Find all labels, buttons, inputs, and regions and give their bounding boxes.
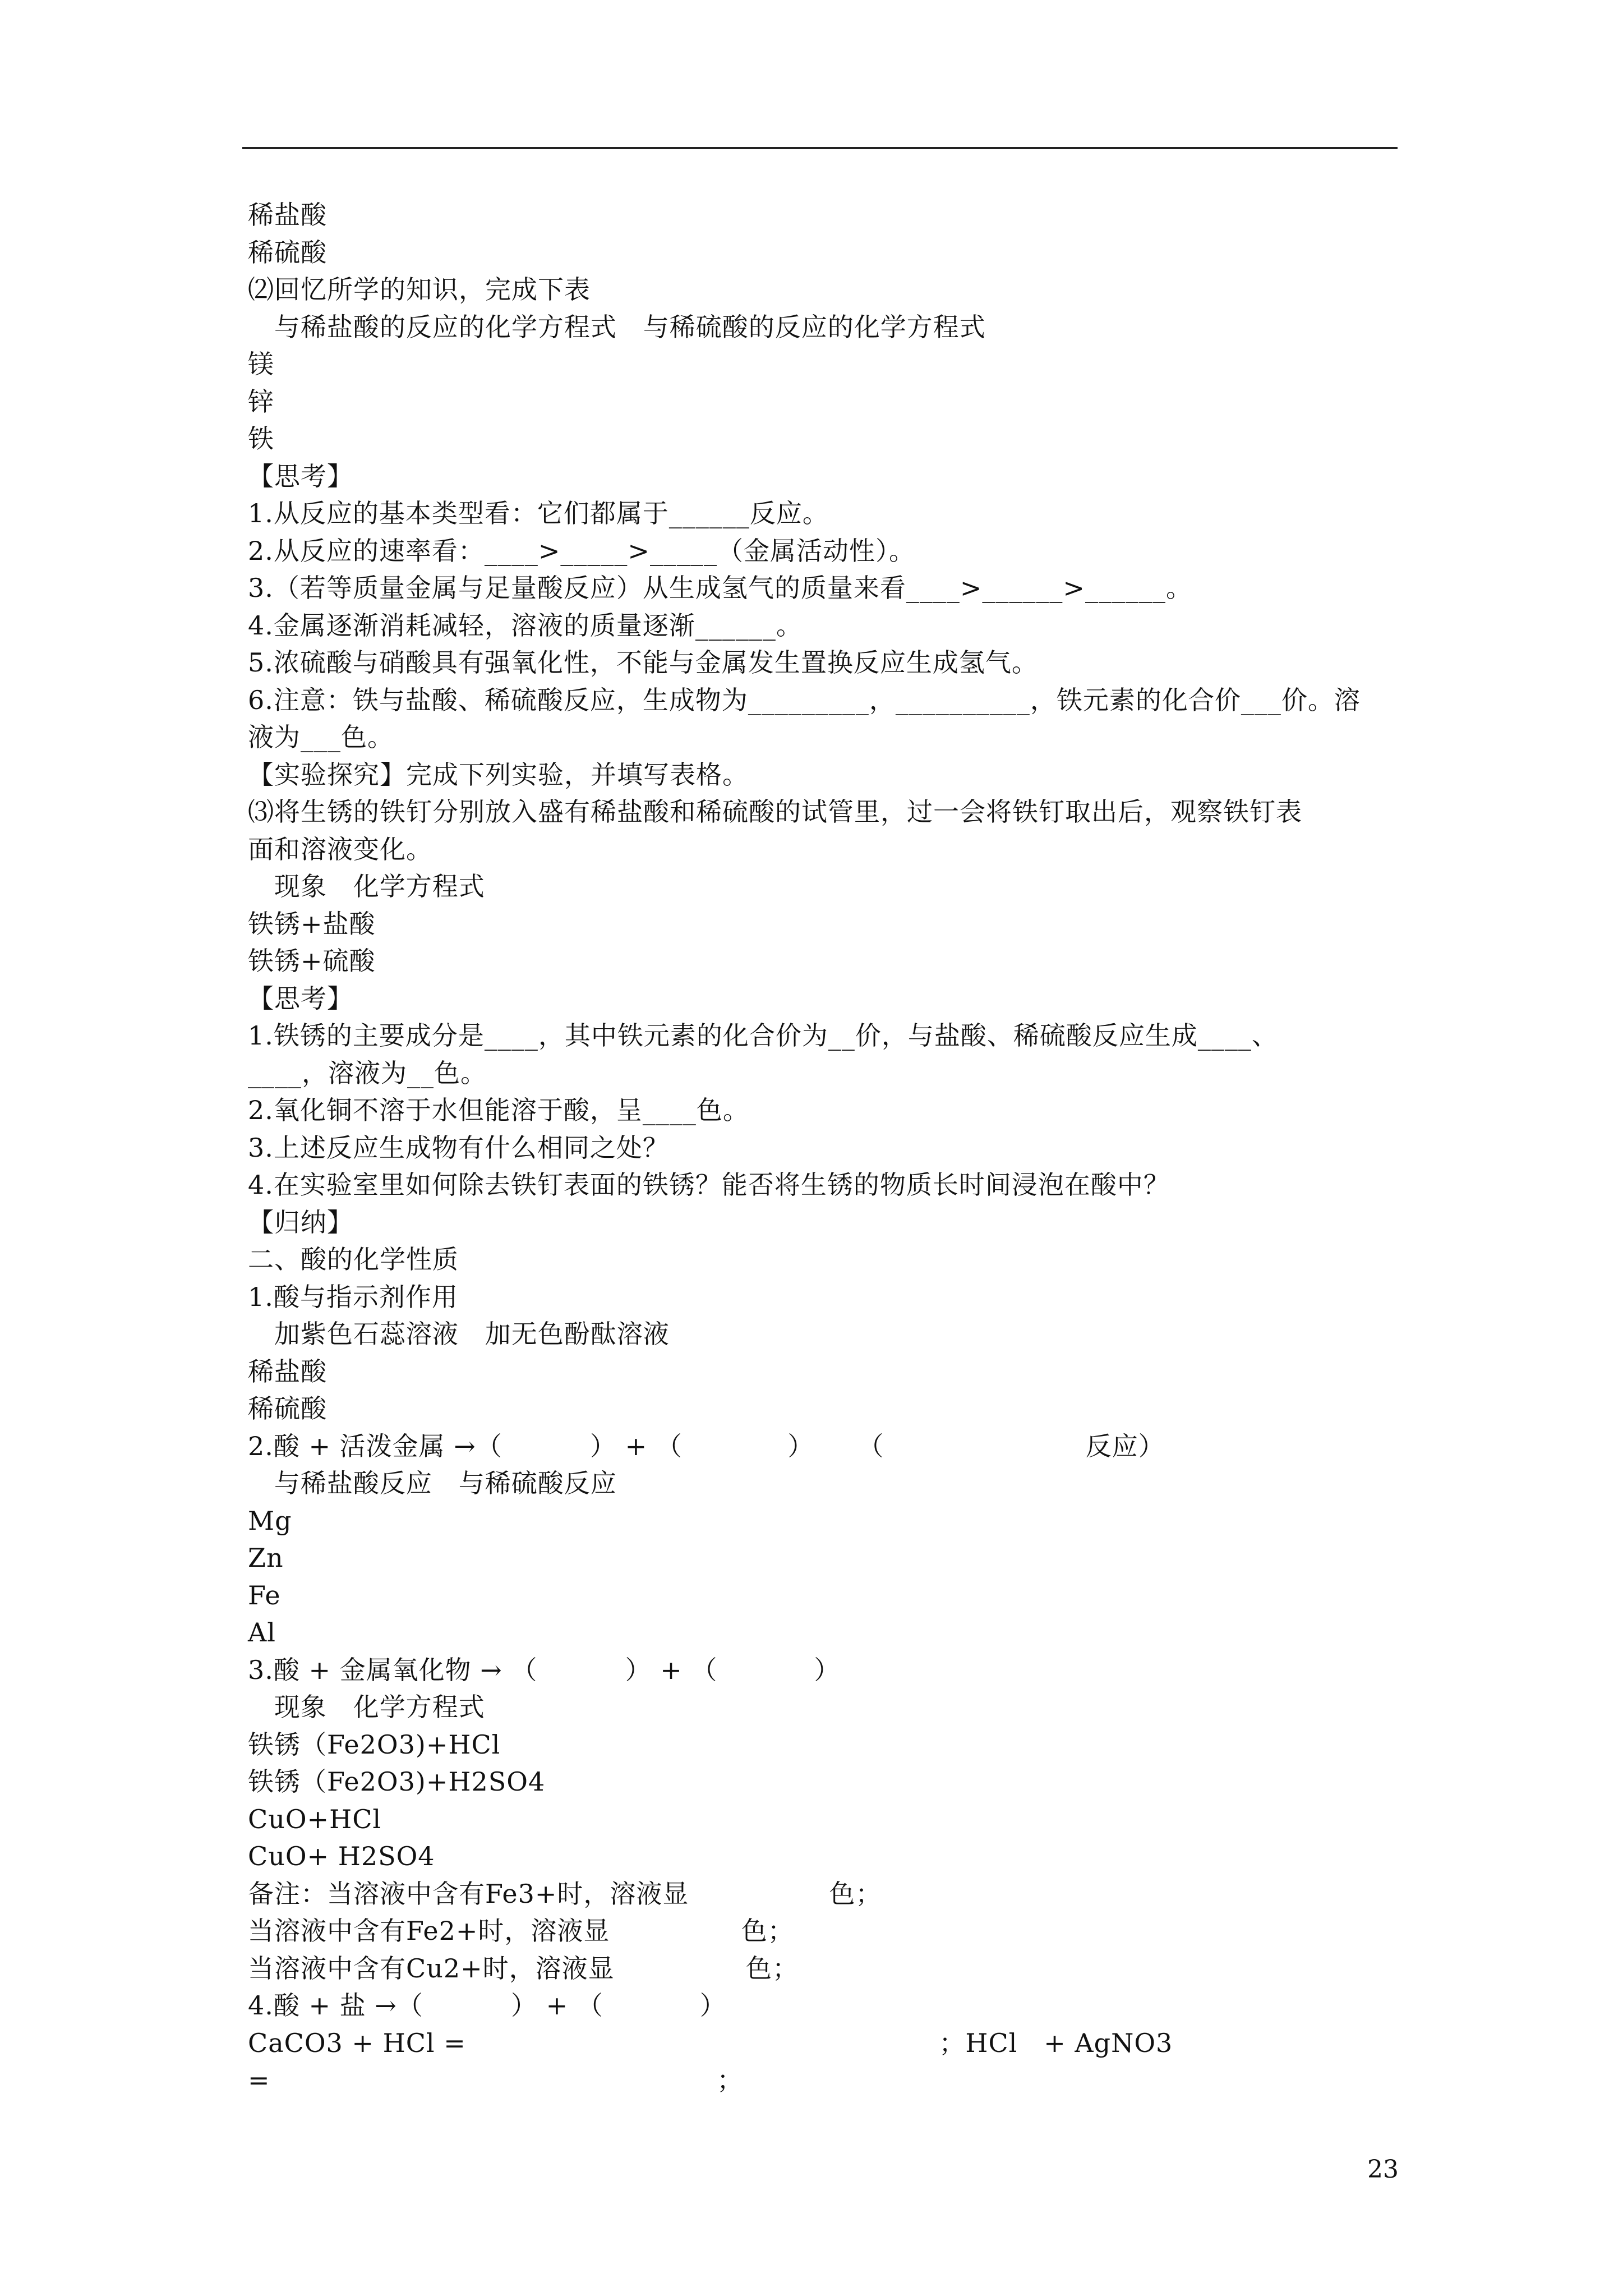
text-line: 面和溶液变化。 [248, 834, 432, 864]
document-body [248, 196, 1403, 2099]
table-row-label: Mg [248, 1505, 292, 1536]
question-item-continued: ____，溶液为__色。 [248, 1057, 487, 1088]
text-line: 3.酸 + 金属氧化物 → （ ） + （ ） [248, 1654, 841, 1685]
text-line: 稀硫酸 [248, 237, 327, 268]
table-row-label: CuO+HCl [248, 1803, 382, 1834]
table-row-label: Al [248, 1617, 276, 1648]
text-line: 4.酸 + 盐 →（ ） + （ ） [248, 1990, 726, 2021]
question-item: 2.从反应的速率看：____>_____>_____（金属活动性）。 [248, 535, 915, 566]
question-item-continued: 液为___色。 [248, 722, 394, 752]
text-line: ⑶将生锈的铁钉分别放入盛有稀盐酸和稀硫酸的试管里，过一会将铁钉取出后，观察铁钉表 [248, 797, 1302, 827]
section-heading: 【归纳】 [248, 1207, 353, 1237]
table-row-label: 锌 [248, 386, 274, 417]
question-item: 3.上述反应生成物有什么相同之处？ [248, 1132, 669, 1163]
question-item: 1.从反应的基本类型看：它们都属于______反应。 [248, 498, 829, 528]
page-number: 23 [1367, 2155, 1399, 2184]
table-row-label: 铁锈+盐酸 [248, 908, 376, 939]
table-row-label: 铁 [248, 424, 274, 454]
table-header-line: 与稀盐酸反应 与稀硫酸反应 [248, 1468, 617, 1498]
section-heading: 【实验探究】完成下列实验，并填写表格。 [248, 759, 749, 790]
equation-line: = ； [248, 2065, 744, 2095]
table-row-label: 稀盐酸 [248, 1356, 327, 1387]
question-item: 5.浓硫酸与硝酸具有强氧化性，不能与金属发生置换反应生成氢气。 [248, 647, 1038, 678]
section-heading: 【思考】 [248, 461, 353, 491]
equation-line: CaCO3 + HCl = ；HCl + AgNO3 [248, 2027, 1173, 2058]
text-line: 2.酸 + 活泼金属 →（ ） + （ ） （ 反应） [248, 1430, 1165, 1461]
table-row-label: 铁锈+硫酸 [248, 946, 376, 976]
table-header-line: 现象 化学方程式 [248, 1692, 485, 1722]
question-item: 4.在实验室里如何除去铁钉表面的铁锈？能否将生锈的物质长时间浸泡在酸中？ [248, 1170, 1170, 1200]
note-line: 当溶液中含有Fe2+时，溶液显 色； [248, 1916, 794, 1946]
text-line: 二、酸的化学性质 [248, 1244, 459, 1274]
note-line: 当溶液中含有Cu2+时，溶液显 色； [248, 1953, 799, 1984]
table-row-label: 铁锈（Fe2O3)+H2SO4 [248, 1766, 546, 1797]
table-row-label: 镁 [248, 349, 274, 379]
table-row-label: 铁锈（Fe2O3)+HCl [248, 1729, 501, 1760]
text-line: 稀盐酸 [248, 200, 327, 230]
header-rule [242, 147, 1398, 149]
question-item: 1.铁锈的主要成分是____，其中铁元素的化合价为__价，与盐酸、稀硫酸反应生成____、 [248, 1020, 1278, 1051]
question-item: 2.氧化铜不溶于水但能溶于酸，呈____色。 [248, 1095, 749, 1125]
table-header-line: 加紫色石蕊溶液 加无色酚酞溶液 [248, 1319, 670, 1349]
table-header-line: 与稀盐酸的反应的化学方程式 与稀硫酸的反应的化学方程式 [248, 311, 986, 342]
table-row-label: Zn [248, 1543, 284, 1573]
table-row-label: CuO+ H2SO4 [248, 1841, 435, 1871]
note-line: 备注：当溶液中含有Fe3+时，溶液显 色； [248, 1878, 882, 1909]
table-row-label: Fe [248, 1580, 281, 1611]
question-item: 6.注意：铁与盐酸、稀硫酸反应，生成物为_________，__________，铁元素的化合价___价。溶 [248, 684, 1361, 715]
question-item: 4.金属逐渐消耗减轻，溶液的质量逐渐______。 [248, 610, 803, 641]
text-line: 1.酸与指示剂作用 [248, 1281, 458, 1312]
question-item: 3.（若等质量金属与足量酸反应）从生成氢气的质量来看____>______>______。 [248, 573, 1192, 603]
table-header-line: 现象 化学方程式 [248, 871, 485, 901]
text-line: ⑵回忆所学的知识，完成下表 [248, 274, 591, 305]
table-row-label: 稀硫酸 [248, 1393, 327, 1424]
section-heading: 【思考】 [248, 983, 353, 1014]
